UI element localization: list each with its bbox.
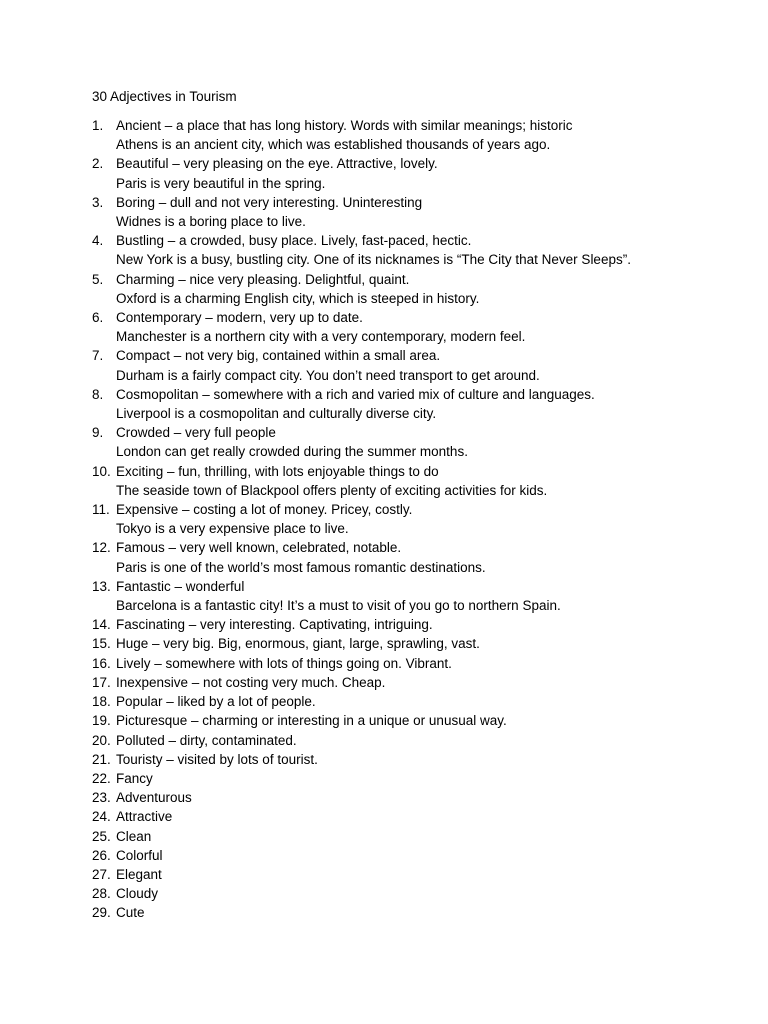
- list-item: [92, 903, 732, 922]
- list-item: [92, 769, 732, 788]
- document-title: 30 Adjectives in Tourism: [92, 89, 237, 104]
- list-item-number: 16.: [92, 655, 111, 671]
- adjective-definition: Fancy: [116, 770, 153, 786]
- list-item: [92, 884, 732, 903]
- adjective-definition: Famous – very well known, celebrated, notable.: [116, 540, 402, 556]
- adjective-example: The seaside town of Blackpool offers plenty of exciting activities for kids.: [116, 482, 548, 498]
- adjective-definition: Crowded – very full people: [116, 425, 276, 441]
- list-item-number: 20.: [92, 732, 111, 748]
- adjective-definition: Expensive – costing a lot of money. Pricey, costly.: [116, 502, 413, 518]
- adjective-definition: Touristy – visited by lots of tourist.: [116, 751, 318, 767]
- list-item: [92, 423, 732, 461]
- list-item-number: 28.: [92, 886, 111, 902]
- adjective-example: Durham is a fairly compact city. You don’t need transport to get around.: [116, 367, 540, 383]
- list-item: [92, 308, 732, 346]
- list-item: [92, 634, 732, 653]
- list-item: [92, 711, 732, 730]
- adjective-definition: Popular – liked by a lot of people.: [116, 694, 316, 710]
- list-item-number: 2.: [92, 156, 104, 172]
- list-item-number: 19.: [92, 713, 111, 729]
- adjective-example: London can get really crowded during the summer months.: [116, 444, 468, 460]
- adjective-example: Barcelona is a fantastic city! It’s a must to visit of you go to northern Spain.: [116, 598, 561, 614]
- list-item-number: 1.: [92, 118, 104, 133]
- list-item: [92, 193, 732, 231]
- list-item-number: 23.: [92, 790, 111, 806]
- list-item-number: 5.: [92, 271, 104, 287]
- adjective-definition: Contemporary – modern, very up to date.: [116, 310, 363, 326]
- list-item: [92, 500, 732, 538]
- list-item-number: 18.: [92, 694, 111, 710]
- list-item: [92, 731, 732, 750]
- list-item: [92, 807, 732, 826]
- list-item-number: 29.: [92, 905, 111, 921]
- adjective-definition: Beautiful – very pleasing on the eye. Attractive, lovely.: [116, 156, 438, 172]
- list-item-number: 21.: [92, 751, 111, 767]
- list-item: [92, 865, 732, 884]
- list-item: [92, 462, 732, 500]
- list-item-number: 13.: [92, 578, 111, 594]
- list-item: [92, 154, 732, 192]
- adjective-definition: Charming – nice very pleasing. Delightful, quaint.: [116, 271, 410, 287]
- adjective-example: Oxford is a charming English city, which is steeped in history.: [116, 290, 480, 306]
- adjective-definition: Colorful: [116, 847, 163, 863]
- adjective-definition: Inexpensive – not costing very much. Cheap.: [116, 674, 386, 690]
- adjective-definition: Boring – dull and not very interesting. Uninteresting: [116, 194, 423, 210]
- list-item: [92, 615, 732, 634]
- adjective-definition: Fascinating – very interesting. Captivating, intriguing.: [116, 617, 433, 633]
- list-item-number: 12.: [92, 540, 111, 556]
- list-item-number: 14.: [92, 617, 111, 633]
- list-item-number: 24.: [92, 809, 111, 825]
- list-item-number: 15.: [92, 636, 111, 652]
- list-item: [92, 827, 732, 846]
- adjective-definition: Exciting – fun, thrilling, with lots enjoyable things to do: [116, 463, 439, 479]
- list-item-number: 26.: [92, 847, 111, 863]
- list-item: [92, 577, 732, 615]
- list-item-number: 7.: [92, 348, 104, 364]
- list-item-number: 25.: [92, 828, 111, 844]
- adjective-definition: Huge – very big. Big, enormous, giant, large, sprawling, vast.: [116, 636, 480, 652]
- adjective-definition: Clean: [116, 828, 152, 844]
- list-item: [92, 116, 732, 154]
- list-item-number: 3.: [92, 194, 104, 210]
- list-item-number: 8.: [92, 386, 104, 402]
- list-item-number: 10.: [92, 463, 111, 479]
- list-item: [92, 750, 732, 769]
- list-item-number: 27.: [92, 866, 111, 882]
- list-item: [92, 673, 732, 692]
- adjective-definition: Polluted – dirty, contaminated.: [116, 732, 297, 748]
- adjective-definition: Compact – not very big, contained within a small area.: [116, 348, 441, 364]
- list-item-number: 17.: [92, 674, 111, 690]
- list-item: [92, 654, 732, 673]
- adjective-definition: Adventurous: [116, 790, 192, 806]
- adjective-definition: Cloudy: [116, 886, 159, 902]
- adjective-definition: Bustling – a crowded, busy place. Lively, fast-paced, hectic.: [116, 233, 472, 249]
- adjective-example: Paris is one of the world’s most famous romantic destinations.: [116, 559, 486, 575]
- list-item: [92, 788, 732, 807]
- adjective-definition: Attractive: [116, 809, 173, 825]
- list-item: [92, 846, 732, 865]
- adjective-example: Paris is very beautiful in the spring.: [116, 175, 326, 191]
- list-item: [92, 346, 732, 384]
- adjective-definition: Ancient – a place that has long history. Words with similar meanings; historic: [116, 118, 573, 133]
- adjective-example: Tokyo is a very expensive place to live.: [116, 521, 349, 537]
- list-item-number: 4.: [92, 233, 104, 249]
- list-item-number: 22.: [92, 770, 111, 786]
- adjective-example: New York is a busy, bustling city. One of its nicknames is “The City that Never Sleeps”.: [116, 252, 631, 268]
- adjective-list: [92, 116, 732, 923]
- list-item: [92, 538, 732, 576]
- list-item: [92, 385, 732, 423]
- list-item-number: 9.: [92, 425, 104, 441]
- adjective-definition: Fantastic – wonderful: [116, 578, 245, 594]
- list-item: [92, 270, 732, 308]
- adjective-example: Liverpool is a cosmopolitan and culturally diverse city.: [116, 406, 437, 422]
- adjective-example: Manchester is a northern city with a very contemporary, modern feel.: [116, 329, 526, 345]
- adjective-definition: Cute: [116, 905, 145, 921]
- adjective-example: Athens is an ancient city, which was established thousands of years ago.: [116, 137, 551, 153]
- adjective-definition: Cosmopolitan – somewhere with a rich and varied mix of culture and languages.: [116, 386, 595, 402]
- list-item: [92, 692, 732, 711]
- list-item-number: 6.: [92, 310, 104, 326]
- list-item: [92, 231, 732, 269]
- adjective-definition: Lively – somewhere with lots of things going on. Vibrant.: [116, 655, 452, 671]
- adjective-definition: Picturesque – charming or interesting in a unique or unusual way.: [116, 713, 507, 729]
- list-item-number: 11.: [92, 502, 110, 518]
- adjective-definition: Elegant: [116, 866, 162, 882]
- adjective-example: Widnes is a boring place to live.: [116, 214, 306, 230]
